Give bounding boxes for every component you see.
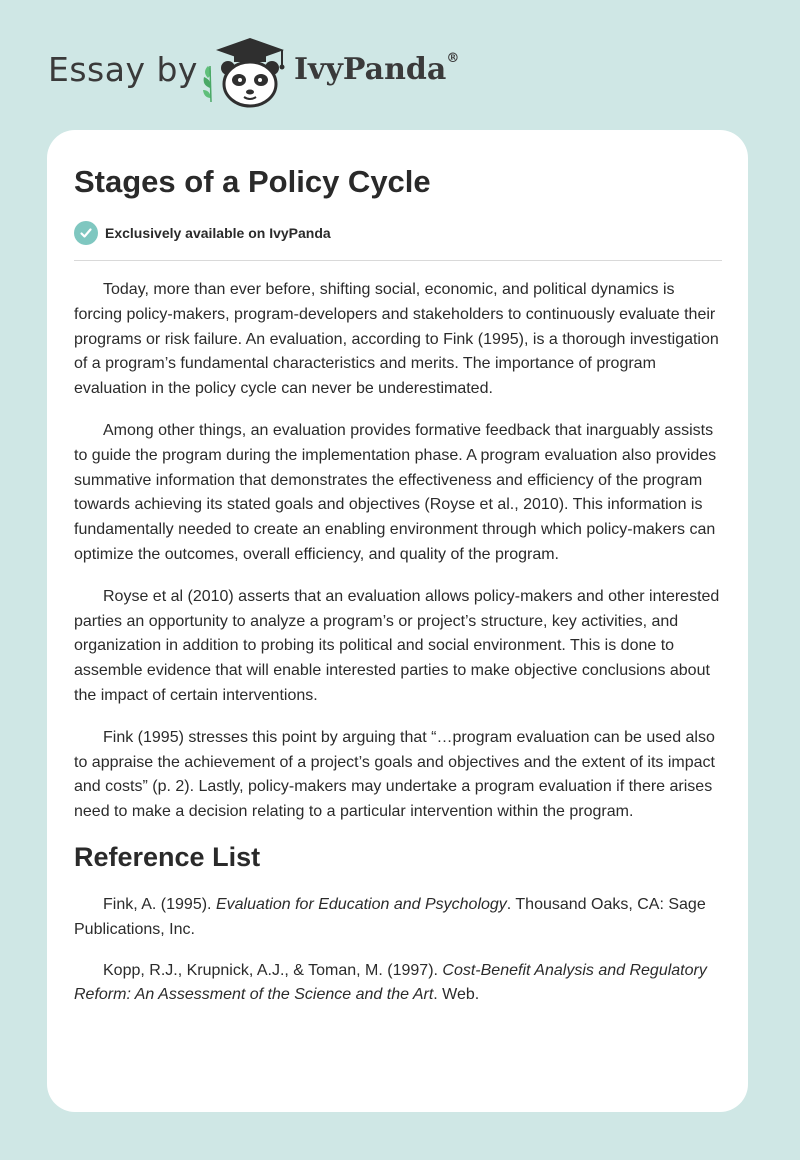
page-title: Stages of a Policy Cycle	[74, 164, 431, 199]
reference-item	[74, 893, 724, 943]
ivy-leaf-icon	[203, 66, 211, 102]
reference-publisher: . Thousand Oaks, CA: Sage Publications, Inc.	[74, 895, 706, 938]
badge-label: Exclusively available on IvyPanda	[105, 225, 331, 241]
exclusive-badge	[74, 221, 331, 245]
essay-by-label: Essay by	[48, 50, 198, 89]
brand-text: IvyPanda	[294, 52, 447, 87]
registered-mark: ®	[446, 51, 460, 66]
paragraph: Today, more than ever before, shifting social, economic, and political dynamics is forcing policy-makers, program-developers and stakeholders to continuously evaluate their programs or risk failure. An evaluation, according to Fink (1995), is a thorough investigation of a program’s fundamental characteristics and merits. The importance of program evaluation in the policy cycle can never be underestimated.	[74, 281, 719, 398]
reference-item	[74, 959, 724, 1009]
essay-card	[47, 130, 748, 1112]
paragraph: Among other things, an evaluation provides formative feedback that inarguably assists to guide the program during the implementation phase. A program evaluation also provides summative information that demonstrates the effectiveness and efficiency of the program towards achieving its stated goals and objectives (Royse et al., 2010). This information is fundamentally needed to create an enabling environment through which policy-makers can optimize the outcomes, overall efficiency, and quality of the program.	[74, 421, 717, 563]
brand-name[interactable]	[294, 52, 459, 87]
essay-body	[74, 278, 724, 1024]
reference-title: Evaluation for Education and Psychology	[215, 895, 507, 913]
reference-title: Cost-Benefit Analysis and Regulatory Reform: An Assessment of the Science and the Art	[74, 961, 707, 1004]
reference-publisher: . Web.	[433, 986, 480, 1004]
divider	[74, 260, 722, 261]
check-circle-icon	[74, 221, 98, 245]
reference-list-heading: Reference List	[74, 841, 261, 872]
reference-authors: Kopp, R.J., Krupnick, A.J., & Toman, M. (1997).	[103, 961, 443, 979]
paragraph: Fink (1995) stresses this point by arguing that “…program evaluation can be used also to appraise the achievement of a project’s goals and objectives and the extent of its impact and costs” (p. 2). Lastly, policy-makers may undertake a program evaluation if there arises need to make a decision relating to a particular intervention within the program.	[74, 728, 715, 821]
reference-authors: Fink, A. (1995).	[103, 895, 216, 913]
site-header	[0, 0, 800, 130]
ivypanda-logo-icon[interactable]	[198, 36, 298, 108]
paragraph: Royse et al (2010) asserts that an evaluation allows policy-makers and other interested parties an opportunity to analyze a program’s or project’s structure, key activities, and organization in addition to probing its political and social environment. This is done to assemble evidence that will enable interested parties to make objective conclusions about the impact of certain interventions.	[74, 587, 720, 704]
